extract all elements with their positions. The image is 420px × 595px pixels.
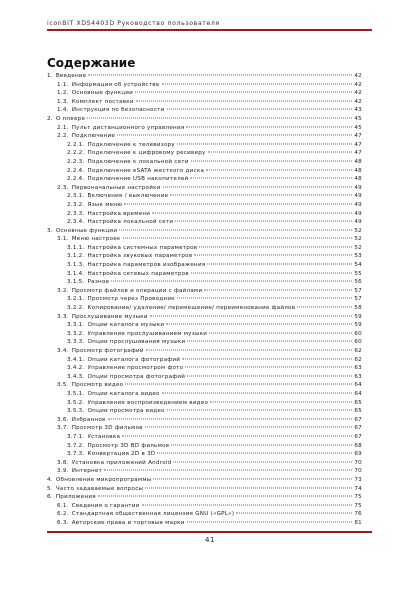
- toc-entry-number: 3.7.1.: [67, 433, 85, 440]
- toc-entry[interactable]: [47, 115, 362, 124]
- toc-entry-page: 60: [354, 330, 362, 337]
- toc-entry-label: Часто задаваемые вопросы: [55, 485, 144, 492]
- toc-entry-number: 3.4.: [57, 348, 69, 354]
- toc-entry-page: 76: [354, 511, 362, 518]
- toc-dot-leader: [122, 435, 352, 436]
- toc-dot-leader: [87, 117, 352, 118]
- toc-entry-label: Установка приложений Android: [71, 459, 172, 466]
- header-rule: [47, 29, 372, 31]
- toc-dot-leader: [111, 281, 352, 282]
- toc-entry-label: Настройка параметров изображения: [87, 262, 206, 269]
- toc-entry-label: Комплект поставки: [71, 98, 134, 105]
- toc-entry-label: Просмотр файлов и операции с файлами: [71, 287, 203, 294]
- toc-entry-number: 1.4.: [57, 107, 69, 114]
- toc-entry-label: Просмотр видео: [71, 382, 124, 389]
- toc-entry-label: Инструкция по безопасности: [71, 107, 165, 114]
- toc-entry-label: Первоначальные настройки: [71, 184, 161, 191]
- toc-entry[interactable]: [47, 175, 362, 184]
- footer-rule: [47, 531, 372, 533]
- toc-dot-leader: [191, 160, 353, 161]
- toc-entry-page: 62: [354, 348, 362, 354]
- toc-entry-number: 6.3.: [57, 519, 69, 526]
- toc-entry-number: 6.2.: [57, 511, 69, 518]
- toc-entry-label: Просмотр фотографий: [71, 348, 144, 354]
- toc-entry-label: Приложения: [55, 494, 96, 501]
- toc-dot-leader: [163, 186, 353, 187]
- toc-entry[interactable]: [47, 210, 362, 219]
- toc-dot-leader: [98, 496, 353, 497]
- toc-entry-number: 3.1.2.: [67, 253, 85, 260]
- toc-entry-label: Конвертация 2D в 3D: [87, 451, 156, 458]
- toc-dot-leader: [187, 341, 352, 342]
- toc-entry[interactable]: [47, 227, 362, 236]
- toc-dot-leader: [157, 453, 352, 454]
- toc-entry-number: 3.1.: [57, 236, 69, 243]
- toc-dot-leader: [199, 246, 352, 247]
- toc-dot-leader: [206, 169, 352, 170]
- toc-entry-page: 57: [354, 287, 362, 294]
- toc-entry[interactable]: [47, 424, 362, 433]
- toc-dot-leader: [166, 324, 352, 325]
- toc-entry[interactable]: [47, 158, 362, 167]
- toc-entry-page: 63: [354, 365, 362, 372]
- toc-entry-number: 3.5.1.: [67, 390, 85, 397]
- toc-entry-number: 2.3.1.: [67, 193, 85, 200]
- toc-entry[interactable]: [47, 364, 362, 373]
- toc-entry-page: 49: [354, 193, 362, 200]
- toc-dot-leader: [119, 229, 352, 230]
- toc-entry-number: 2.2.4.: [67, 167, 85, 174]
- toc-entry-number: 3.6.: [57, 416, 69, 423]
- toc-entry-label: Пульт дистанционного управления: [71, 124, 185, 131]
- page-title: Содержание: [47, 56, 136, 70]
- toc-entry[interactable]: [47, 313, 362, 322]
- toc-dot-leader: [208, 152, 353, 153]
- toc-entry-number: 3.3.3.: [67, 339, 85, 346]
- toc-entry-label: Обновление микропрограммы: [55, 476, 152, 483]
- toc-entry-page: 42: [354, 90, 362, 97]
- toc-entry[interactable]: [47, 347, 362, 356]
- toc-dot-leader: [162, 392, 353, 393]
- toc-dot-leader: [124, 203, 352, 204]
- toc-entry-label: Копирование/ удаление/ перемещение/ переименование файлов: [87, 305, 296, 312]
- toc-dot-leader: [190, 178, 352, 179]
- toc-entry-number: 3.3.: [57, 313, 69, 320]
- toc-entry-label: Просмотр 3D фильмов: [71, 425, 143, 432]
- toc-dot-leader: [194, 255, 352, 256]
- toc-entry-page: 42: [354, 73, 362, 79]
- toc-entry[interactable]: [47, 167, 362, 176]
- toc-entry-number: 3.8.: [57, 459, 69, 466]
- toc-entry-page: 74: [354, 485, 362, 492]
- toc-entry[interactable]: [47, 141, 362, 150]
- toc-entry-number: 3.3.1.: [67, 322, 85, 329]
- toc-entry-label: Опции прослушивания музыки: [87, 339, 186, 346]
- toc-entry-page: 65: [354, 399, 362, 406]
- toc-entry[interactable]: [47, 149, 362, 158]
- toc-entry-page: 62: [354, 356, 362, 363]
- toc-entry[interactable]: [47, 244, 362, 253]
- toc-entry-page: 48: [354, 176, 362, 183]
- toc-entry-label: Управление прослушиванием музыки: [87, 330, 208, 337]
- toc-entry-label: Подключение к телевизору: [87, 141, 175, 148]
- toc-entry-page: 52: [354, 227, 362, 234]
- toc-entry-label: Избранное: [71, 416, 106, 423]
- toc-entry[interactable]: [47, 287, 362, 296]
- toc-entry-label: Настройка сетевых параметров: [87, 270, 189, 277]
- toc-dot-leader: [175, 221, 352, 222]
- toc-entry-page: 49: [354, 210, 362, 217]
- toc-entry-page: 67: [354, 425, 362, 432]
- toc-dot-leader: [236, 513, 352, 514]
- toc-entry-label: Подключение eSATA жесткого диска: [87, 167, 205, 174]
- toc-dot-leader: [104, 470, 352, 471]
- toc-dot-leader: [135, 92, 352, 93]
- toc-entry[interactable]: [47, 270, 362, 279]
- toc-entry-number: 2.: [47, 115, 53, 122]
- toc-entry[interactable]: [47, 252, 362, 261]
- toc-entry-number: 3.4.2.: [67, 365, 85, 372]
- toc-entry[interactable]: [47, 390, 362, 399]
- toc-entry-label: Подключение USB накопителей: [87, 176, 189, 183]
- toc-dot-leader: [209, 332, 352, 333]
- toc-dot-leader: [187, 375, 352, 376]
- toc-entry-label: Введение: [55, 73, 87, 79]
- toc-entry-number: 2.2.2.: [67, 150, 85, 157]
- toc-dot-leader: [117, 135, 352, 136]
- toc-entry-page: 67: [354, 433, 362, 440]
- toc-entry-number: 3.9.: [57, 468, 69, 475]
- toc-entry[interactable]: [47, 381, 362, 390]
- toc-dot-leader: [177, 298, 352, 299]
- toc-entry[interactable]: [47, 98, 362, 107]
- toc-entry[interactable]: [47, 72, 362, 81]
- toc-dot-leader: [162, 83, 353, 84]
- toc-dot-leader: [145, 427, 353, 428]
- toc-entry[interactable]: [47, 459, 362, 468]
- toc-dot-leader: [191, 272, 352, 273]
- toc-entry-label: Авторские права и торговые марки: [71, 519, 185, 526]
- toc-entry-page: 63: [354, 373, 362, 380]
- toc-entry[interactable]: [47, 218, 362, 227]
- toc-dot-leader: [173, 461, 352, 462]
- toc-entry[interactable]: [47, 485, 362, 494]
- toc-entry-number: 2.3.: [57, 184, 69, 191]
- toc-entry-number: 3.3.2.: [67, 330, 85, 337]
- toc-entry-label: Сведения о гарантии: [71, 502, 140, 509]
- toc-dot-leader: [167, 410, 353, 411]
- toc-entry[interactable]: [47, 338, 362, 347]
- toc-entry-number: 3.7.: [57, 425, 69, 432]
- toc-entry-number: 6.: [47, 494, 53, 501]
- toc-dot-leader: [88, 75, 352, 76]
- toc-entry-label: Настройка локальной сети: [87, 219, 174, 226]
- toc-dot-leader: [170, 195, 352, 196]
- toc-entry[interactable]: [47, 510, 362, 519]
- toc-entry-number: 2.3.2.: [67, 201, 85, 208]
- toc-entry-label: Подключение к цифровому ресиверу: [87, 150, 206, 157]
- toc-dot-leader: [167, 109, 353, 110]
- toc-entry-page: 64: [354, 382, 362, 389]
- toc-dot-leader: [153, 478, 352, 479]
- toc-entry[interactable]: [47, 124, 362, 133]
- toc-dot-leader: [177, 143, 352, 144]
- toc-entry[interactable]: [47, 235, 362, 244]
- toc-entry[interactable]: [47, 416, 362, 425]
- toc-entry[interactable]: [47, 106, 362, 115]
- toc-entry-page: 52: [354, 244, 362, 251]
- toc-dot-leader: [186, 126, 352, 127]
- toc-entry-number: 3.2.: [57, 287, 69, 294]
- toc-entry-label: Меню настроек: [71, 236, 121, 243]
- toc-entry-label: Просмотр 3D BD фильмов: [87, 442, 170, 449]
- toc-entry[interactable]: [47, 321, 362, 330]
- toc-entry-page: 64: [354, 390, 362, 397]
- toc-entry-label: Управление воспроизведением видео: [87, 399, 209, 406]
- toc-entry-page: 49: [354, 184, 362, 191]
- toc-entry-number: 5.: [47, 485, 53, 492]
- toc-entry-label: Разное: [87, 279, 110, 286]
- toc-entry[interactable]: [47, 493, 362, 502]
- toc-entry[interactable]: [47, 278, 362, 287]
- toc-entry-number: 3.2.1.: [67, 296, 85, 303]
- toc-entry[interactable]: [47, 407, 362, 416]
- toc-entry-label: Опции просмотра фотографий: [87, 373, 186, 380]
- toc-entry-label: Включение / выключение: [87, 193, 169, 200]
- toc-entry-number: 3.5.: [57, 382, 69, 389]
- toc-entry-page: 68: [354, 442, 362, 449]
- toc-dot-leader: [297, 307, 352, 308]
- toc-entry-label: Интернет: [71, 468, 103, 475]
- toc-entry-page: 49: [354, 201, 362, 208]
- toc-entry-label: Опции просмотра видео: [87, 408, 165, 415]
- toc-entry-number: 3.5.3.: [67, 408, 85, 415]
- toc-entry-label: Информация об устройстве: [71, 81, 160, 88]
- toc-entry-page: 42: [354, 81, 362, 88]
- toc-dot-leader: [171, 444, 352, 445]
- toc-entry-label: Подключение: [71, 133, 116, 140]
- toc-entry-page: 42: [354, 98, 362, 105]
- toc-dot-leader: [182, 358, 352, 359]
- toc-entry-number: 4.: [47, 476, 53, 483]
- toc-entry-label: Управление просмотром фото: [87, 365, 184, 372]
- toc-entry-label: Стандартная общественная лицензия GNU («GPL»): [71, 511, 235, 518]
- toc-entry-page: 52: [354, 236, 362, 243]
- toc-entry[interactable]: [47, 442, 362, 451]
- toc-entry-label: Основные функции: [71, 90, 134, 97]
- toc-entry-page: 60: [354, 339, 362, 346]
- toc-entry-page: 43: [354, 107, 362, 114]
- toc-entry-label: Опции каталога музыки: [87, 322, 165, 329]
- toc-entry-page: 73: [354, 476, 362, 483]
- toc-entry-page: 75: [354, 494, 362, 501]
- toc-dot-leader: [108, 418, 353, 419]
- toc-entry-label: Настройка системных параметров: [87, 244, 198, 251]
- toc-entry-page: 70: [354, 459, 362, 466]
- toc-entry-page: 49: [354, 219, 362, 226]
- toc-dot-leader: [204, 289, 352, 290]
- toc-entry-label: Настройка времени: [87, 210, 151, 217]
- table-of-contents: [47, 72, 362, 527]
- toc-entry-page: 45: [354, 124, 362, 131]
- toc-dot-leader: [142, 504, 353, 505]
- toc-dot-leader: [152, 212, 352, 213]
- toc-dot-leader: [185, 367, 352, 368]
- toc-entry[interactable]: [47, 330, 362, 339]
- toc-entry-page: 54: [354, 262, 362, 269]
- toc-dot-leader: [207, 264, 352, 265]
- toc-entry-page: 48: [354, 167, 362, 174]
- toc-entry-number: 1.: [47, 73, 53, 79]
- toc-entry-number: 2.2.: [57, 133, 69, 140]
- toc-entry-number: 3.1.1.: [67, 244, 85, 251]
- toc-entry-page: 67: [354, 416, 362, 423]
- toc-entry-number: 3.7.3.: [67, 451, 85, 458]
- toc-entry-number: 2.2.3.: [67, 158, 85, 165]
- toc-entry-page: 56: [354, 279, 362, 286]
- toc-entry-number: 3.7.2.: [67, 442, 85, 449]
- toc-entry[interactable]: [47, 295, 362, 304]
- toc-entry-page: 70: [354, 468, 362, 475]
- toc-entry-number: 1.3.: [57, 98, 69, 105]
- toc-entry[interactable]: [47, 192, 362, 201]
- page-number: 41: [204, 536, 216, 544]
- toc-entry[interactable]: [47, 132, 362, 141]
- toc-entry-page: 48: [354, 158, 362, 165]
- toc-entry-number: 2.1.: [57, 124, 69, 131]
- toc-entry[interactable]: [47, 373, 362, 382]
- toc-entry[interactable]: [47, 519, 362, 528]
- toc-entry[interactable]: [47, 476, 362, 485]
- toc-entry-number: 2.2.4.: [67, 176, 85, 183]
- toc-dot-leader: [150, 315, 353, 316]
- toc-entry[interactable]: [47, 184, 362, 193]
- toc-dot-leader: [145, 487, 352, 488]
- toc-entry-number: 3.5.2.: [67, 399, 85, 406]
- toc-entry[interactable]: [47, 304, 362, 313]
- toc-entry-label: О плеере: [55, 115, 86, 122]
- toc-entry[interactable]: [47, 433, 362, 442]
- toc-entry-page: 57: [354, 296, 362, 303]
- toc-entry[interactable]: [47, 81, 362, 90]
- toc-entry-number: 6.1.: [57, 502, 69, 509]
- toc-entry-number: 3.1.5.: [67, 279, 85, 286]
- toc-entry-page: 53: [354, 253, 362, 260]
- toc-entry-label: Прослушивание музыки: [71, 313, 148, 320]
- toc-entry[interactable]: [47, 467, 362, 476]
- toc-entry-number: 2.2.1.: [67, 141, 85, 148]
- toc-entry-label: Опции каталога видео: [87, 390, 160, 397]
- toc-entry-label: Установка: [87, 433, 121, 440]
- toc-dot-leader: [146, 350, 353, 351]
- toc-entry-number: 3.2.2.: [67, 305, 85, 312]
- toc-entry-number: 3.1.4.: [67, 270, 85, 277]
- toc-entry-label: Опции каталога фотографий: [87, 356, 181, 363]
- toc-entry-number: 2.3.3.: [67, 210, 85, 217]
- toc-dot-leader: [210, 401, 352, 402]
- toc-entry[interactable]: [47, 201, 362, 210]
- toc-entry-number: 1.2.: [57, 90, 69, 97]
- toc-entry[interactable]: [47, 450, 362, 459]
- toc-entry-number: 3.: [47, 227, 53, 234]
- toc-entry-label: Настройка звуковых параметров: [87, 253, 193, 260]
- toc-entry-page: 69: [354, 451, 362, 458]
- toc-dot-leader: [187, 521, 353, 522]
- toc-entry-page: 59: [354, 313, 362, 320]
- toc-entry-page: 55: [354, 270, 362, 277]
- toc-entry-page: 47: [354, 150, 362, 157]
- toc-entry-label: Просмотр через Проводник: [87, 296, 175, 303]
- toc-entry-page: 81: [354, 519, 362, 526]
- toc-entry[interactable]: [47, 89, 362, 98]
- running-header: iconBIT XDS4403D Руководство пользователя: [47, 20, 220, 27]
- toc-entry[interactable]: [47, 502, 362, 511]
- toc-entry-page: 59: [354, 322, 362, 329]
- toc-entry-number: 3.4.1.: [67, 356, 85, 363]
- toc-entry-label: Основные функции: [55, 227, 118, 234]
- toc-entry-number: 2.3.4.: [67, 219, 85, 226]
- toc-entry-page: 47: [354, 141, 362, 148]
- toc-entry-number: 1.1.: [57, 81, 69, 88]
- toc-dot-leader: [136, 100, 353, 101]
- toc-entry-page: 45: [354, 115, 362, 122]
- toc-dot-leader: [125, 384, 352, 385]
- toc-entry-page: 75: [354, 502, 362, 509]
- toc-entry-number: 3.1.3.: [67, 262, 85, 269]
- toc-entry-page: 47: [354, 133, 362, 140]
- toc-entry-page: 65: [354, 408, 362, 415]
- toc-entry-page: 58: [354, 305, 362, 312]
- toc-dot-leader: [123, 238, 353, 239]
- toc-entry[interactable]: [47, 399, 362, 408]
- toc-entry-number: 3.4.3.: [67, 373, 85, 380]
- toc-entry-label: Подключение к локальной сети: [87, 158, 189, 165]
- toc-entry[interactable]: [47, 356, 362, 365]
- toc-entry-label: Язык меню: [87, 201, 123, 208]
- toc-entry[interactable]: [47, 261, 362, 270]
